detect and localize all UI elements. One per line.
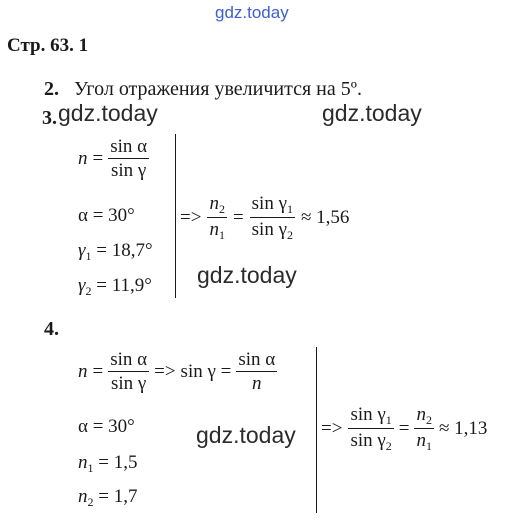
- item3-gamma1-symbol: γ: [78, 240, 86, 261]
- item3-gamma2-value: = 11,9°: [96, 275, 152, 296]
- item3-sin-g1: sin γ: [251, 193, 287, 214]
- item4-approx: ≈ 1,13: [438, 418, 488, 439]
- item4-frac1-den: sin γ: [111, 373, 147, 394]
- item4-n2-frac-sub: 2: [425, 413, 432, 427]
- item4-result: [321, 405, 487, 452]
- page-heading: Стр. 63. 1: [7, 35, 89, 56]
- watermark-item3-b: gdz.today: [322, 100, 422, 126]
- item4-n1-frac-sub: 1: [425, 439, 432, 453]
- item4-sin-g1-sub: 1: [385, 413, 392, 427]
- item4-n1-frac-symbol: n: [416, 430, 426, 451]
- item4-arrow-1: =>: [154, 361, 176, 382]
- item3-sin-fraction: [250, 194, 295, 241]
- item4-sin-g1: sin γ: [350, 404, 386, 425]
- item3-frac-num: sin α: [110, 136, 148, 157]
- item3-gamma1-line: [78, 241, 153, 262]
- item3-n1-symbol: n: [209, 219, 219, 240]
- item3-n1-sub: 1: [218, 228, 225, 242]
- item3-n2-sub: 2: [218, 202, 225, 216]
- item3-equals-2: =: [232, 207, 244, 228]
- item4-n2-symbol: n: [78, 486, 88, 507]
- item3-divider: [175, 134, 176, 298]
- item4-fraction-1: [108, 350, 149, 393]
- item4-formula: [78, 350, 277, 393]
- item3-n-symbol: n: [78, 148, 88, 169]
- watermark-item3-a: gdz.today: [58, 100, 158, 126]
- item4-n2-sub: 2: [87, 495, 94, 509]
- item3-gamma1-value: = 18,7°: [96, 240, 153, 261]
- item4-equals-2: =: [398, 418, 410, 439]
- item3-number: 3.: [42, 107, 57, 129]
- item2-number: 2.: [44, 78, 59, 100]
- item4-frac1-num: sin α: [110, 349, 148, 370]
- item3-fraction: [108, 137, 149, 180]
- item4-n2-line: [78, 487, 137, 508]
- item4-sin-fraction: [348, 405, 393, 452]
- item4-n1-symbol: n: [78, 452, 88, 473]
- item4-divider: [316, 347, 317, 513]
- watermark-item3-c: gdz.today: [197, 262, 297, 288]
- item4-n1-line: [78, 453, 137, 474]
- item3-gamma2-line: [78, 276, 152, 297]
- item3-gamma1-sub: 1: [85, 249, 92, 263]
- item3-sin-g2: sin γ: [251, 219, 287, 240]
- item4-n2-frac-symbol: n: [416, 404, 426, 425]
- item4-n-symbol: n: [78, 361, 88, 382]
- item3-equals: =: [92, 148, 104, 169]
- item3-sin-g1-sub: 1: [286, 202, 293, 216]
- item3-alpha-line: α = 30°: [78, 205, 135, 226]
- item4-n2-value: = 1,7: [98, 486, 138, 507]
- item4-sin-gamma-eq: sin γ =: [180, 361, 232, 382]
- item3-arrow: =>: [180, 207, 202, 228]
- item3-gamma2-sub: 2: [85, 284, 92, 298]
- item3-n2-symbol: n: [209, 193, 219, 214]
- item3-gamma2-symbol: γ: [78, 275, 86, 296]
- item2-text: Угол отражения увеличится на 5º.: [74, 78, 362, 100]
- item4-arrow-2: =>: [321, 418, 343, 439]
- item3-formula-n: [78, 137, 149, 180]
- item3-sin-g2-sub: 2: [286, 228, 293, 242]
- item4-fraction-2: [236, 350, 277, 393]
- watermark-top: gdz.today: [215, 3, 289, 22]
- item3-approx: ≈ 1,56: [300, 207, 350, 228]
- item4-sin-g2: sin γ: [350, 430, 386, 451]
- item4-frac2-den: n: [252, 373, 262, 394]
- item4-frac2-num: sin α: [238, 349, 276, 370]
- item4-sin-g2-sub: 2: [385, 439, 392, 453]
- item4-n1-value: = 1,5: [98, 452, 138, 473]
- item4-alpha-line: α = 30°: [78, 416, 135, 437]
- item4-equals: =: [92, 361, 104, 382]
- item2: [44, 79, 362, 99]
- watermark-item4: gdz.today: [196, 422, 296, 448]
- item3-n-fraction: [207, 194, 227, 241]
- item4-n-fraction: [414, 405, 434, 452]
- item4-number: 4.: [44, 318, 59, 340]
- item3-frac-den: sin γ: [111, 160, 147, 181]
- item3-result: [180, 194, 349, 241]
- item4-n1-sub: 1: [87, 461, 94, 475]
